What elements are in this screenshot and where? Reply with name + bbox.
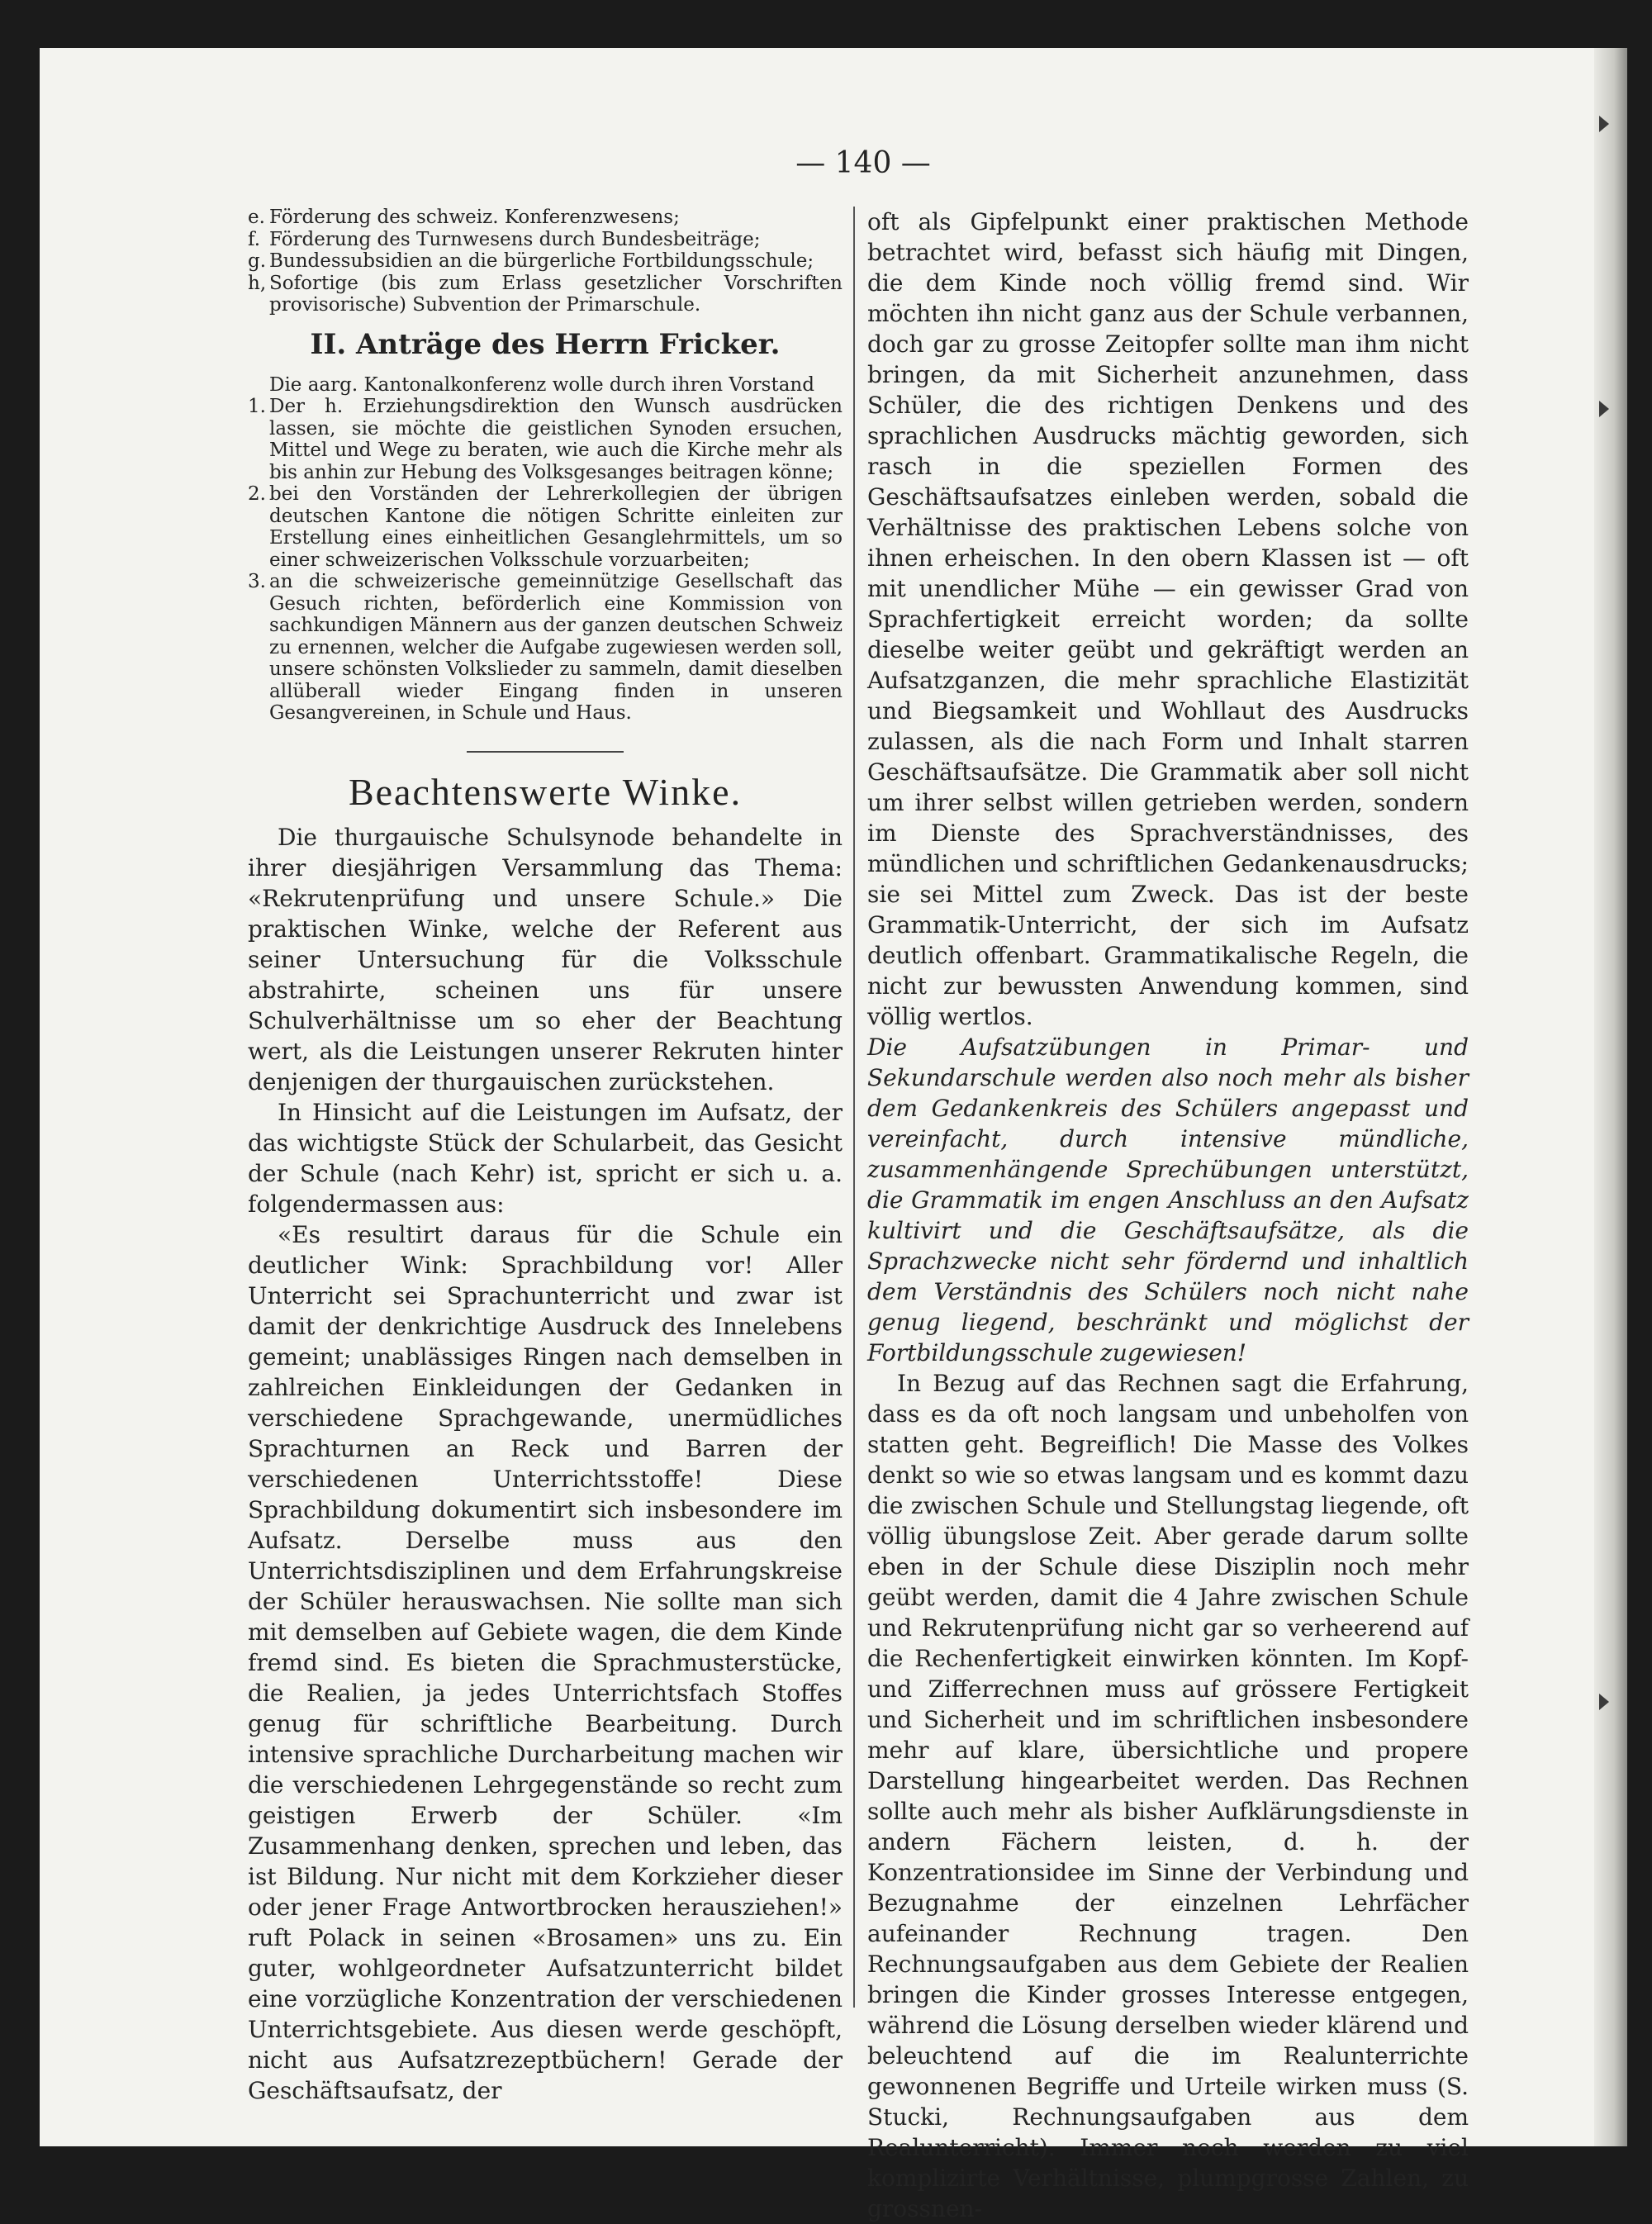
list-marker: e. [248,207,265,228]
paragraph: Die thurgauische Schulsynode behandelte in ihrer diesjährigen Versammlung das Thema: «Rekrutenprüfung und unsere Schule.» Die praktischen Winke, welche der Referent aus seiner Untersuchung für die Volksschule abstrahirte, scheinen uns für unsere Schulverhältnisse um so eher der Beachtung wert, als die Leistungen unserer Rekruten hinter denjenigen der thurgauischen zurückstehen. [248,823,843,1095]
top-list [248,207,843,316]
paragraph: «Es resultirt daraus für die Schule ein deutlicher Wink: Sprachbildung vor! Aller Unterricht sei Sprachunterricht und zwar ist damit der denkrichtige Ausdruck des Innelebens gemeint; unablässiges Ringen nach demselben in zahlreichen Einkleidungen der Gedanken in verschiedene Sprachgewande, unermüdliches Sprachturnen an Reck und Barren der verschiedenen Unterrichtsstoffe! Diese Sprachbildung dokumentirt sich insbesondere im Aufsatz. Derselbe muss aus den Unterrichtsdisziplinen und dem Erfahrungskreise der Schüler herauswachsen. Nie sollte man sich mit demselben auf Gebiete wagen, die dem Kinde fremd sind. Es bieten die Sprachmusterstücke, die Realien, ja jedes Unterrichtsfach Stoffes genug für schriftliche Bearbeitung. Durch intensive sprachliche Durcharbeitung machen wir die verschiedenen Lehrgegenstände so recht zum geistigen Erwerb der Schüler. «Im Zusammenhang denken, sprechen und leben, das ist Bildung. Nur nicht mit dem Korkzieher dieser oder jener Frage Antwortbrocken herausziehen!» ruft Polack in seinen «Brosamen» uns zu. Ein guter, wohlgeordneter Aufsatzunterricht bildet eine vorzügliche Konzentration der verschiedenen Unterrichtsgebiete. Aus diesen werde geschöpft, nicht aus Aufsatzrezeptbüchern! Gerade der Geschäftsaufsatz, der [248,1220,843,2104]
list-marker: h, [248,272,267,294]
section-heading: II. Anträge des Herrn Fricker. [310,327,781,361]
list-marker: 2. [248,483,266,505]
list-marker: 1. [248,396,266,417]
list-text: Förderung des Turnwesens durch Bundesbeiträge; [269,228,761,250]
page-tab-marker [1599,116,1609,132]
list-item [248,273,843,316]
page-tab-marker [1599,401,1609,417]
left-column [248,207,843,2106]
paragraph: In Hinsicht auf die Leistungen im Aufsatz, der das wichtigste Stück der Schularbeit, das Gesicht der Schule (nach Kehr) ist, spricht er sich u. a. folgendermassen aus: [248,1098,843,1218]
list-marker: f. [248,228,261,250]
section-separator [467,751,624,753]
article-title: Beachtenswerte Winke. [348,770,743,813]
list-item [248,571,843,725]
list-text: Bundessubsidien an die bürgerliche Fortbildungsschule; [269,250,814,272]
paragraph: In Bezug auf das Rechnen sagt die Erfahrung, dass es da oft noch langsam und unbeholfen von statten geht. Begreiflich! Die Masse des Volkes denkt so wie so etwas langsam und es kommt dazu die zwischen Schule und Stellungstag liegende, oft völlig übungslose Zeit. Aber gerade darum sollte eben in der Schule diese Disziplin noch mehr geübt werden, damit die 4 Jahre zwischen Schule und Rekrutenprüfung nicht gar so verheerend auf die Rechenfertigkeit einwirken könnten. Im Kopf- und Zifferrechnen muss auf grössere Fertigkeit und Sicherheit und im schriftlichen insbesondere mehr auf klare, übersichtliche und propere Darstellung hingearbeitet werden. Das Rechnen sollte auch mehr als bisher Aufklärungsdienste in andern Fächern leisten, d. h. der Konzentrationsidee im Sinne der Verbindung und Bezugnahme der einzelnen Lehrfächer aufeinander Rechnung tragen. Den Rechnungsaufgaben aus dem Gebiete der Realien bringen die Kinder grosses Interesse entgegen, während die Lösung derselben wieder klärend und beleuchtend auf die im Realunterrichte gewonnenen Begriffe und Urteile wirken muss (S. Stucki, Rechnungsaufgaben aus dem Realunterricht). Immer noch werden zu viel komplizirte Verhältnisse, plumpgrosse Zahlen, zu grossnen- [867,1370,1469,2222]
list-text: Sofortige (bis zum Erlass gesetzlicher Vorschriften provisorische) Subvention der Primarschule. [269,272,843,316]
list-text: Förderung des schweiz. Konferenzwesens; [269,207,680,228]
column-divider [853,207,855,2008]
list-item [248,396,843,483]
list-item [248,483,843,571]
right-article-body [867,207,1469,2224]
list-item [248,229,843,251]
list-item [248,207,843,229]
list-marker: 3. [248,571,266,592]
list-text: Der h. Erziehungsdirektion den Wunsch ausdrücken lassen, sie möchte die geistlichen Synoden ersuchen, Mittel und Wege zu beraten, wie auch die Kirche mehr als bis anhin zur Hebung des Volksgesanges beitragen könne; [269,396,843,483]
paragraph: oft als Gipfelpunkt einer praktischen Methode betrachtet wird, befasst sich häufig mit Dingen, die dem Kinde noch völlig fremd sind. Wir möchten ihn nicht ganz aus der Schule verbannen, doch gar zu grosse Zeitopfer sollte man ihm nicht bringen, da mit Sicherheit anzunehmen, dass Schüler, die des richtigen Denkens und des sprachlichen Ausdrucks mächtig geworden, sich rasch in die speziellen Formen des Geschäftsaufsatzes einleben werden, sobald die Verhältnisse des praktischen Lebens solche von ihnen erheischen. In den obern Klassen ist — oft mit unendlicher Mühe — ein gewisser Grad von Sprachfertigkeit erreicht worden; da sollte dieselbe weiter geübt und gekräftigt werden an Aufsatzganzen, die mehr sprachliche Elastizität und Biegsamkeit und Wohllaut des Ausdrucks zulassen, als die nach Form und Inhalt starren Geschäftsaufsätze. Die Grammatik aber soll nicht um ihrer selbst willen getrieben werden, sondern im Dienste des Sprachverständnisses, des mündlichen und schriftlichen Gedankenausdrucks; sie sei Mittel zum Zweck. Das ist der beste Grammatik-Unterricht, der sich im Aufsatz deutlich offenbart. Grammatikalische Regeln, die nicht zur bewussten Anwendung kommen, sind völlig wertlos. [867,208,1469,1030]
motions-list [248,374,843,725]
list-text: bei den Vorständen der Lehrerkollegien der übrigen deutschen Kantone die nötigen Schritte einleiten zur Erstellung eines einheitlichen Gesanglehrmittels, um so einer schweizerischen Volksschule vorzuarbeiten; [269,483,843,571]
italic-paragraph: Die Aufsatzübungen in Primar- und Sekundarschule werden also noch mehr als bisher dem Gedankenkreis des Schülers angepasst und vereinfacht, durch intensive mündliche, zusammenhängende Sprechübungen unterstützt, die Grammatik im engen Anschluss an den Aufsatz kultivirt und die Geschäftsaufsätze, als die Sprachzwecke nicht sehr fördernd und inhaltlich dem Verständnis des Schülers noch nicht nahe genug liegend, beschränkt und möglichst der Fortbildungsschule zugewiesen! [867,1034,1469,1366]
list-text: an die schweizerische gemeinnützige Gesellschaft das Gesuch richten, beförderlich eine Kommission von sachkundigen Männern aus der ganzen deutschen Schweiz zu ernennen, welcher die Aufgabe zugewiesen werden soll, unsere schönsten Volkslieder zu sammeln, damit dieselben allüberall wieder Eingang finden in unseren Gesangvereinen, in Schule und Haus. [269,571,843,724]
list-marker: g. [248,250,267,272]
right-column [867,207,1469,2224]
section-intro: Die aarg. Kantonalkonferenz wolle durch ihren Vorstand [269,373,814,396]
left-article-body [248,822,843,2106]
page-number: — 140 — [795,146,931,180]
list-item [248,250,843,273]
page-tab-marker [1599,1694,1609,1710]
page-edge [1594,48,1627,2146]
